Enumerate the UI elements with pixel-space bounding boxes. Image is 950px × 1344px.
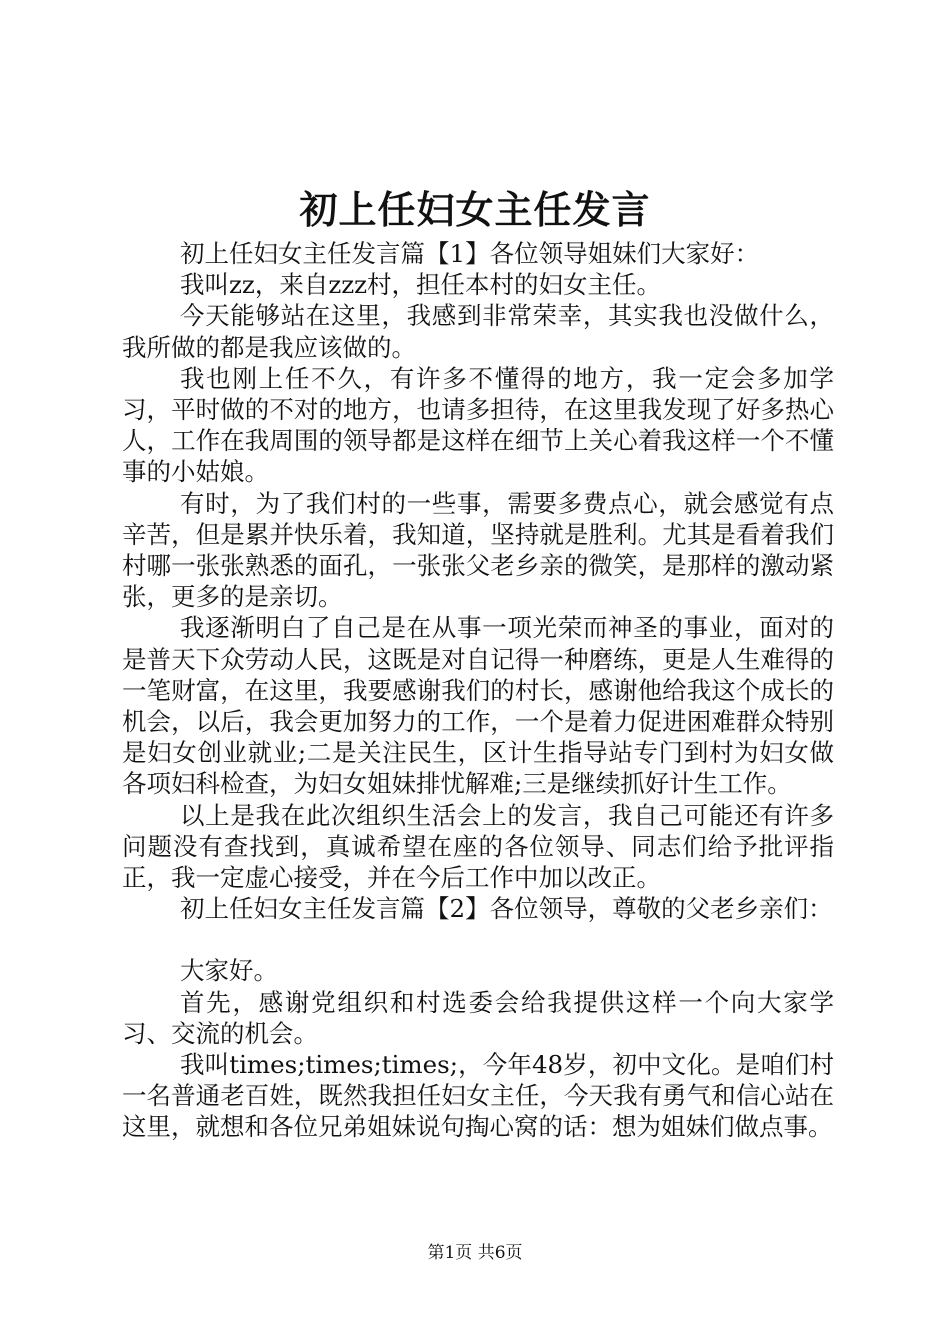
paragraph: 以上是我在此次组织生活会上的发言，我自己可能还有许多问题没有查找到，真诚希望在座的各位领导、同志们给予批评指正，我一定虚心接受，并在今后工作中加以改正。 — [122, 800, 834, 893]
paragraph: 初上任妇女主任发言篇【2】各位领导，尊敬的父老乡亲们： — [180, 894, 833, 924]
paragraph: 我叫times;times;times;，今年48岁，初中文化。是咱们村一名普通老百姓，既然我担任妇女主任，今天我有勇气和信心站在这里，就想和各位兄弟姐妹说句掏心窝的话：想为姐妹们做点事。 — [122, 1050, 834, 1142]
paragraph: 首先，感谢党组织和村选委会给我提供这样一个向大家学习、交流的机会。 — [122, 987, 834, 1048]
paragraph: 我也刚上任不久，有许多不懂得的地方，我一定会多加学习，平时做的不对的地方，也请多担待，在这里我发现了好多热心人，工作在我周围的领导都是这样在细节上关心着我这样一个不懂事的小姑娘。 — [122, 363, 834, 487]
paragraph: 大家好。 — [180, 956, 278, 986]
paragraph: 我叫zz，来自zzz村，担任本村的妇女主任。 — [180, 270, 662, 300]
paragraph: 我逐渐明白了自己是在从事一项光荣而神圣的事业，面对的是普天下众劳动人民，这既是对自记得一种磨练，更是人生难得的一笔财富，在这里，我要感谢我们的村长，感谢他给我这个成长的机会，以后，我会更加努力的工作，一个是着力促进困难群众特别是妇女创业就业;二是关注民生，区计生指导站专门到村为妇女做各项妇科检查，为妇女姐妹排忧解难;三是继续抓好计生工作。 — [122, 613, 834, 799]
page-title: 初上任妇女主任发言 — [299, 187, 651, 232]
document-body — [122, 238, 834, 1143]
paragraph: 有时，为了我们村的一些事，需要多费点心，就会感觉有点辛苦，但是累并快乐着，我知道，坚持就是胜利。尤其是看着我们村哪一张张熟悉的面孔，一张张父老乡亲的微笑，是那样的激动紧张，更多的是亲切。 — [122, 488, 834, 612]
page-footer: 第1页 共6页 — [427, 1243, 523, 1263]
paragraph: 今天能够站在这里，我感到非常荣幸，其实我也没做什么，我所做的都是我应该做的。 — [122, 301, 834, 362]
paragraph: 初上任妇女主任发言篇【1】各位领导姐妹们大家好： — [180, 239, 760, 268]
